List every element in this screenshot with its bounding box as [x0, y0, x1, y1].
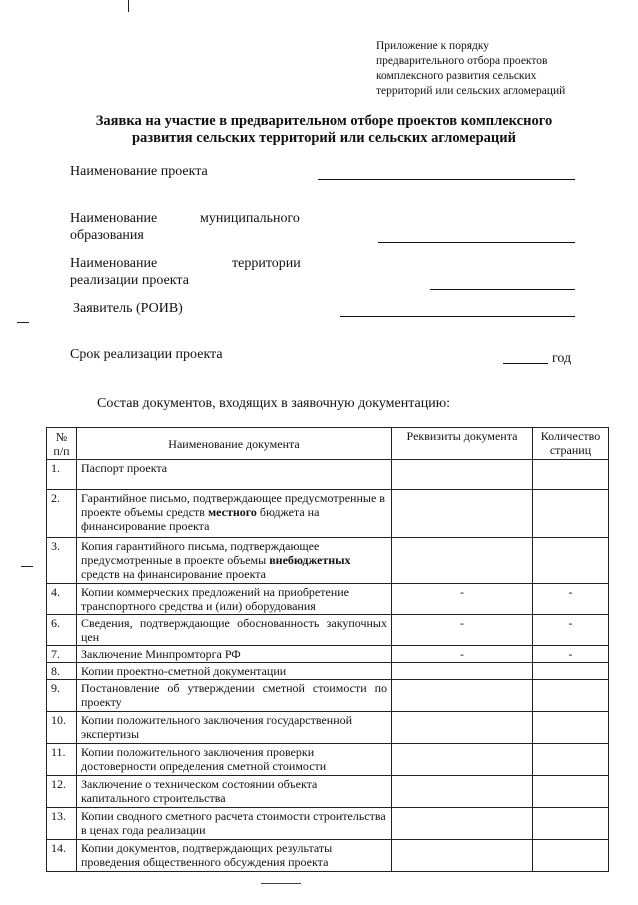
row-text: Паспорт проекта: [77, 460, 392, 490]
row-details[interactable]: [392, 490, 533, 538]
table-row: [47, 680, 609, 712]
row-details[interactable]: [392, 460, 533, 490]
row-details[interactable]: -: [392, 646, 533, 663]
doc-list-heading: Состав документов, входящих в заявочную документацию:: [97, 396, 451, 411]
row-num: 2.: [47, 490, 77, 538]
row-num: 11.: [47, 744, 77, 776]
row-pages[interactable]: [533, 538, 609, 584]
row-text: Копии положительного заключения проверки достоверности определения сметной стоимости: [77, 744, 392, 776]
row-num: 1.: [47, 460, 77, 490]
footer-line: [261, 883, 301, 884]
applicant-field[interactable]: [340, 316, 575, 317]
row-num: 3.: [47, 538, 77, 584]
row-text: Копии положительного заключения государственной экспертизы: [77, 712, 392, 744]
header-pages: Количество страниц: [533, 428, 609, 460]
row-text: Копии документов, подтверждающих результаты проведения общественного обсуждения проекта: [77, 840, 392, 872]
row-text-part: средств на финансирование проекта: [81, 567, 266, 581]
row-pages[interactable]: [533, 712, 609, 744]
year-suffix: год: [552, 351, 572, 366]
row-num: 9.: [47, 680, 77, 712]
row-pages[interactable]: -: [533, 615, 609, 646]
row-pages[interactable]: [533, 840, 609, 872]
territory-field[interactable]: [430, 289, 575, 290]
scan-mark: [17, 322, 29, 323]
row-num: 4.: [47, 584, 77, 615]
row-num: 13.: [47, 808, 77, 840]
row-details[interactable]: [392, 680, 533, 712]
table-row: [47, 460, 609, 490]
table-row: [47, 840, 609, 872]
row-text-part: Копия гарантийного письма, подтверждающее предусмотренные в проекте объемы: [81, 539, 320, 567]
project-name-label: Наименование проекта: [70, 164, 208, 179]
table-row: [47, 776, 609, 808]
header-num: № п/п: [47, 428, 77, 460]
territory-label-part2: территории: [232, 256, 301, 271]
municipality-label-part2: муниципального: [200, 211, 300, 226]
table-row: [47, 584, 609, 615]
row-details[interactable]: [392, 840, 533, 872]
row-pages[interactable]: [533, 744, 609, 776]
row-details[interactable]: [392, 776, 533, 808]
row-text: Копии проектно-сметной документации: [77, 663, 392, 680]
scan-mark: [128, 0, 129, 12]
row-num: 6.: [47, 615, 77, 646]
municipality-field[interactable]: [378, 242, 575, 243]
row-text-part: бюджета на финансирование проекта: [81, 505, 320, 533]
applicant-label: Заявитель (РОИВ): [73, 301, 183, 316]
row-text: Копии сводного сметного расчета стоимости строительства в ценах года реализации: [77, 808, 392, 840]
header-name: Наименование документа: [77, 428, 392, 460]
row-text: [77, 538, 392, 584]
table-row: [47, 538, 609, 584]
row-text: Постановление об утверждении сметной стоимости по проекту: [77, 680, 392, 712]
scan-mark: [21, 566, 33, 567]
table-row: [47, 808, 609, 840]
row-pages[interactable]: [533, 680, 609, 712]
row-num: 12.: [47, 776, 77, 808]
territory-label-part3: реализации проекта: [70, 273, 189, 288]
row-text: Копии коммерческих предложений на приобретение транспортного средства и (или) оборудования: [77, 584, 392, 615]
row-pages[interactable]: [533, 460, 609, 490]
table-row: [47, 744, 609, 776]
row-text: Заключение о техническом состоянии объекта капитального строительства: [77, 776, 392, 808]
row-details[interactable]: [392, 538, 533, 584]
appendix-note: Приложение к порядку предварительного отбора проектов комплексного развития сельских территорий или сельских агломераций: [376, 40, 566, 97]
table-row: [47, 615, 609, 646]
municipality-label-part3: образования: [70, 228, 144, 243]
table-row: [47, 646, 609, 663]
row-pages[interactable]: [533, 663, 609, 680]
territory-label-part1: Наименование: [70, 256, 158, 271]
row-text: Заключение Минпромторга РФ: [77, 646, 392, 663]
row-details[interactable]: [392, 744, 533, 776]
row-details[interactable]: -: [392, 615, 533, 646]
row-text-part: Гарантийное письмо, подтверждающее предусмотренные в проекте объемы средств: [81, 491, 385, 519]
row-num: 14.: [47, 840, 77, 872]
municipality-label-part1: Наименование: [70, 211, 158, 226]
row-details[interactable]: [392, 712, 533, 744]
row-details[interactable]: [392, 663, 533, 680]
documents-table: [46, 427, 609, 872]
row-pages[interactable]: -: [533, 584, 609, 615]
row-text-bold: местного: [207, 505, 257, 519]
project-name-field[interactable]: [318, 179, 575, 180]
row-num: 8.: [47, 663, 77, 680]
form-title: Заявка на участие в предварительном отборе проектов комплексного развития сельских территорий или сельских агломераций: [95, 113, 553, 146]
row-text: Сведения, подтверждающие обоснованность закупочных цен: [77, 615, 392, 646]
row-text-bold: внебюджетных: [269, 553, 351, 567]
term-label: Срок реализации проекта: [70, 347, 223, 362]
header-details: Реквизиты документа: [392, 428, 533, 460]
row-pages[interactable]: [533, 490, 609, 538]
row-pages[interactable]: [533, 808, 609, 840]
table-row: [47, 712, 609, 744]
row-pages[interactable]: -: [533, 646, 609, 663]
table-row: [47, 663, 609, 680]
term-year-field[interactable]: [503, 363, 548, 364]
table-row: [47, 490, 609, 538]
row-pages[interactable]: [533, 776, 609, 808]
row-num: 7.: [47, 646, 77, 663]
row-details[interactable]: [392, 808, 533, 840]
row-num: 10.: [47, 712, 77, 744]
row-details[interactable]: -: [392, 584, 533, 615]
row-text: [77, 490, 392, 538]
